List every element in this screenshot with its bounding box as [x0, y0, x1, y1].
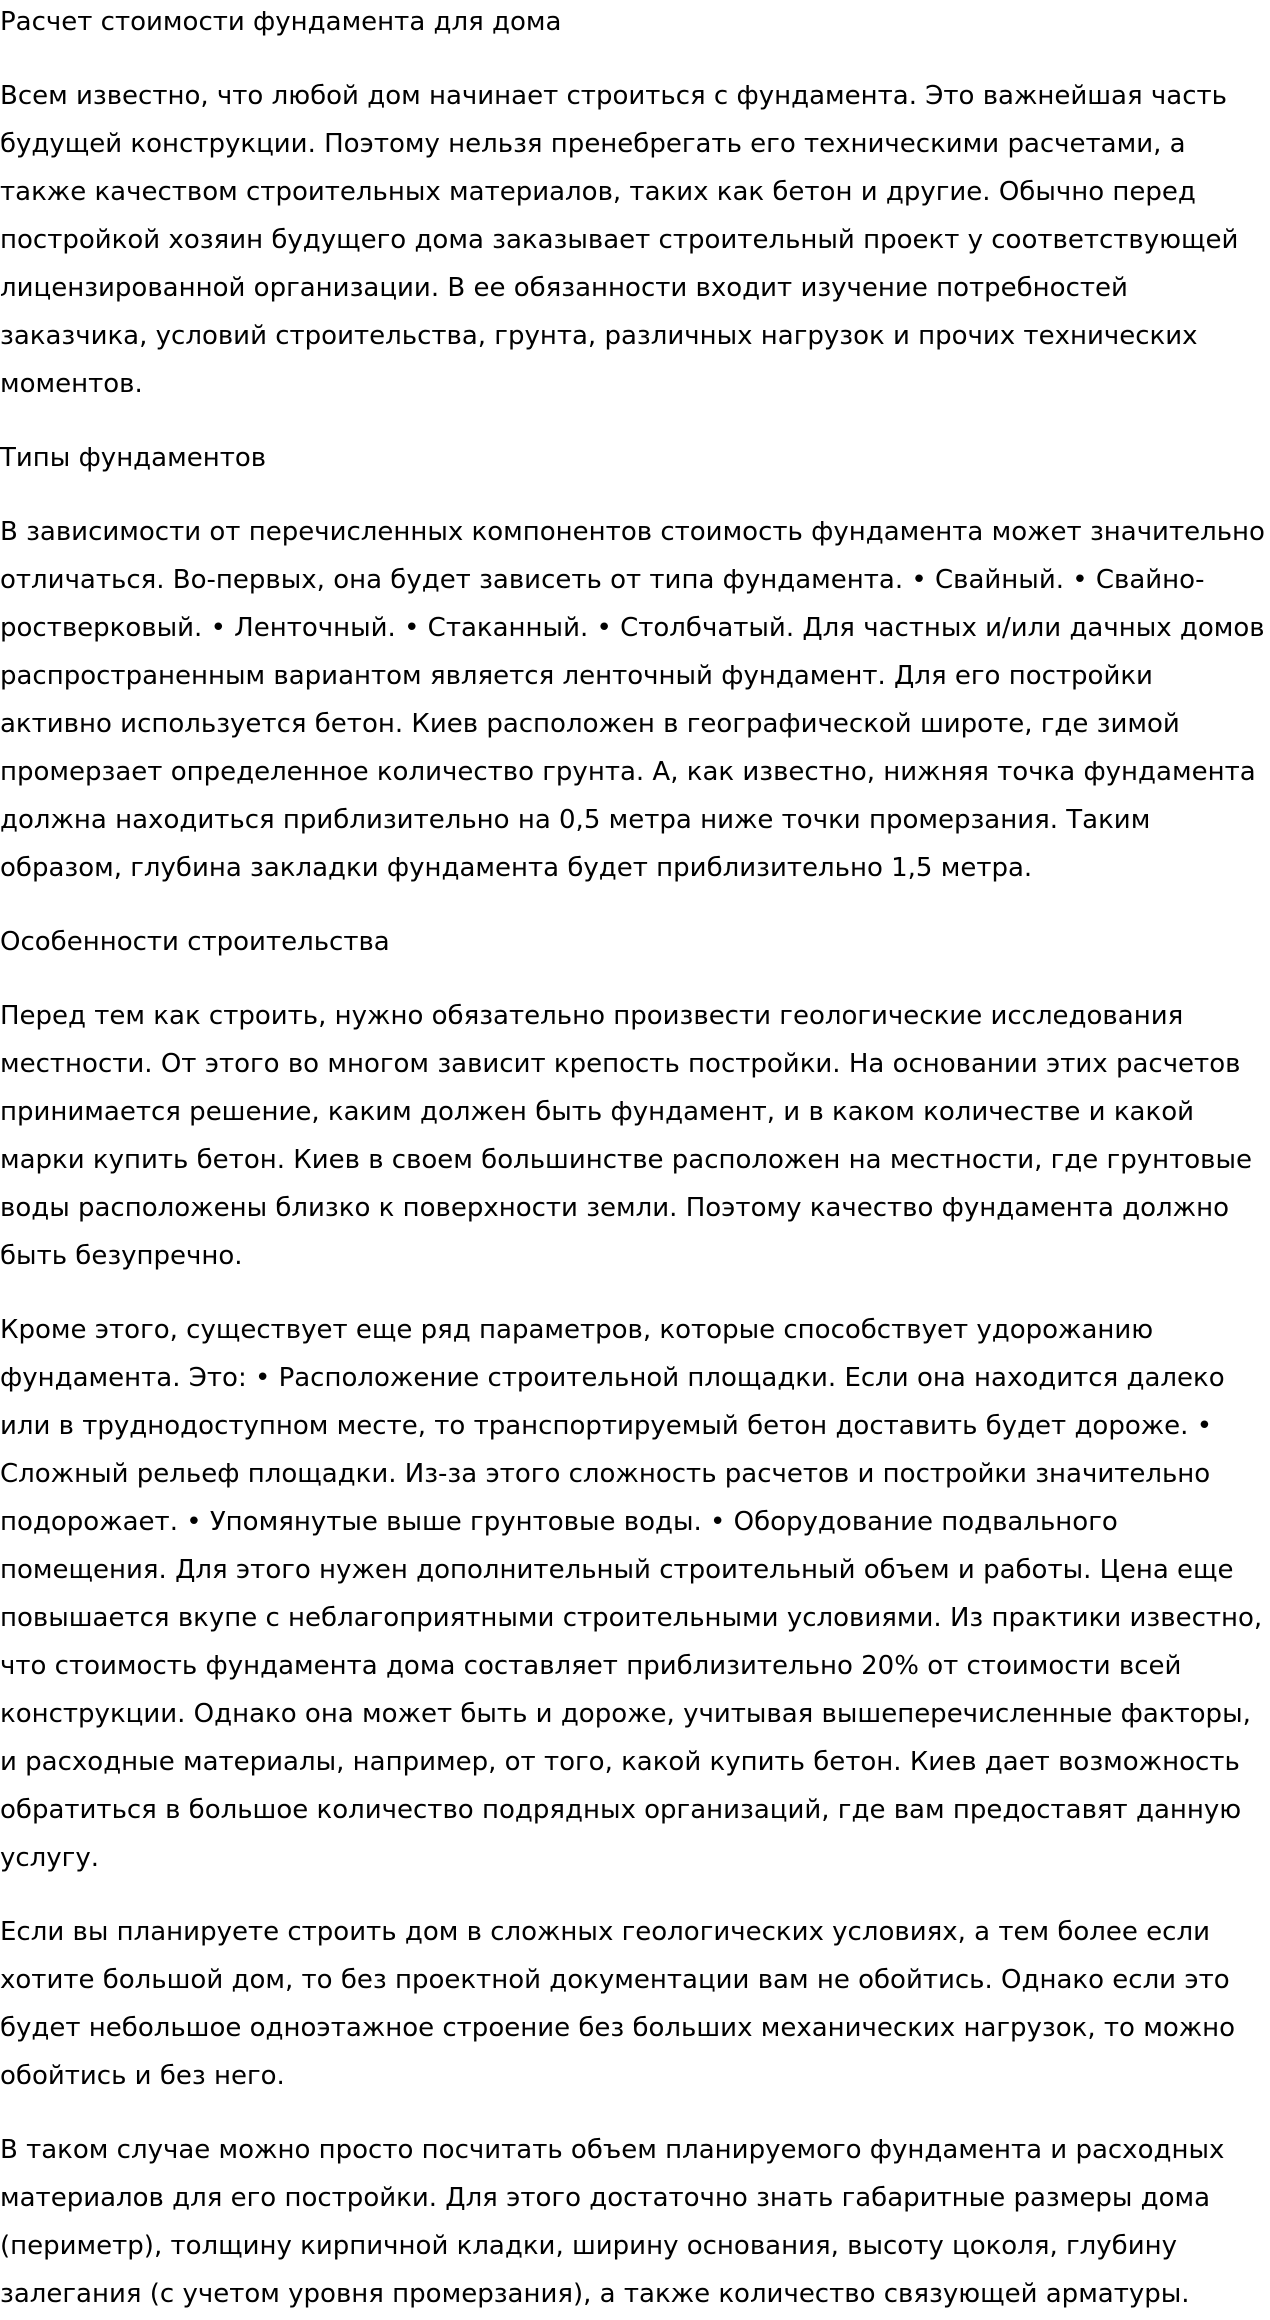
foundation-types-paragraph: В зависимости от перечисленных компонентов стоимость фундамента может значительно отличаться. Во-первых, она будет зависеть от типа фундамента. • Свайный. • Свайно-ростверковый. • Ленточный. • Стаканный. • Столбчатый. Для частных и/или дачных домов распространенным вариантом является ленточный фундамент. Для его постройки активно используется бетон. Киев расположен в географической широте, где зимой промерзает определенное количество грунта. А, как известно, нижняя точка фундамента должна находиться приблизительно на 0,5 метра ниже точки промерзания. Таким образом, глубина закладки фундамента будет приблизительно 1,5 метра. — [0, 517, 1265, 883]
volume-calculation-paragraph: В таком случае можно просто посчитать объем планируемого фундамента и расходных материалов для его постройки. Для этого достаточно знать габаритные размеры дома (периметр), толщину кирпичной кладки, ширину основания, высоту цоколя, глубину залегания (с учетом уровня промерзания), а также количество связующей арматуры. — [0, 2135, 1225, 2309]
section-heading-foundation-types: Типы фундаментов — [0, 443, 267, 473]
geology-paragraph: Перед тем как строить, нужно обязательно произвести геологические исследования местности. От этого во многом зависит крепость постройки. На основании этих расчетов принимается решение, каким должен быть фундамент, и в каком количестве и какой марки купить бетон. Киев в своем большинстве расположен на местности, где грунтовые воды расположены близко к поверхности земли. Поэтому качество фундамента должно быть безупречно. — [0, 1001, 1252, 1271]
intro-paragraph: Всем известно, что любой дом начинает строиться с фундамента. Это важнейшая часть будущей конструкции. Поэтому нельзя пренебрегать его техническими расчетами, а также качеством строительных материалов, таких как бетон и другие. Обычно перед постройкой хозяин будущего дома заказывает строительный проект у соответствующей лицензированной организации. В ее обязанности входит изучение потребностей заказчика, условий строительства, грунта, различных нагрузок и прочих технических моментов. — [0, 81, 1239, 399]
project-docs-paragraph: Если вы планируете строить дом в сложных геологических условиях, а тем более если хотите большой дом, то без проектной документации вам не обойтись. Однако если это будет небольшое одноэтажное строение без больших механических нагрузок, то можно обойтись и без него. — [0, 1917, 1236, 2091]
section-heading-construction-features: Особенности строительства — [0, 927, 390, 957]
cost-factors-paragraph: Кроме этого, существует еще ряд параметров, которые способствует удорожанию фундамента. Это: • Расположение строительной площадки. Если она находится далеко или в труднодоступном месте, то транспортируемый бетон доставить будет дороже. • Сложный рельеф площадки. Из-за этого сложность расчетов и постройки значительно подорожает. • Упомянутые выше грунтовые воды. • Оборудование подвального помещения. Для этого нужен дополнительный строительный объем и работы. Цена еще повышается вкупе с неблагоприятными строительными условиями. Из практики известно, что стоимость фундамента дома составляет приблизительно 20% от стоимости всей конструкции. Однако она может быть и дороже, учитывая вышеперечисленные факторы, и расходные материалы, например, от того, какой купить бетон. Киев дает возможность обратиться в большое количество подрядных организаций, где вам предоставят данную услугу. — [0, 1315, 1263, 1873]
article-title: Расчет стоимости фундамента для дома — [0, 7, 562, 37]
